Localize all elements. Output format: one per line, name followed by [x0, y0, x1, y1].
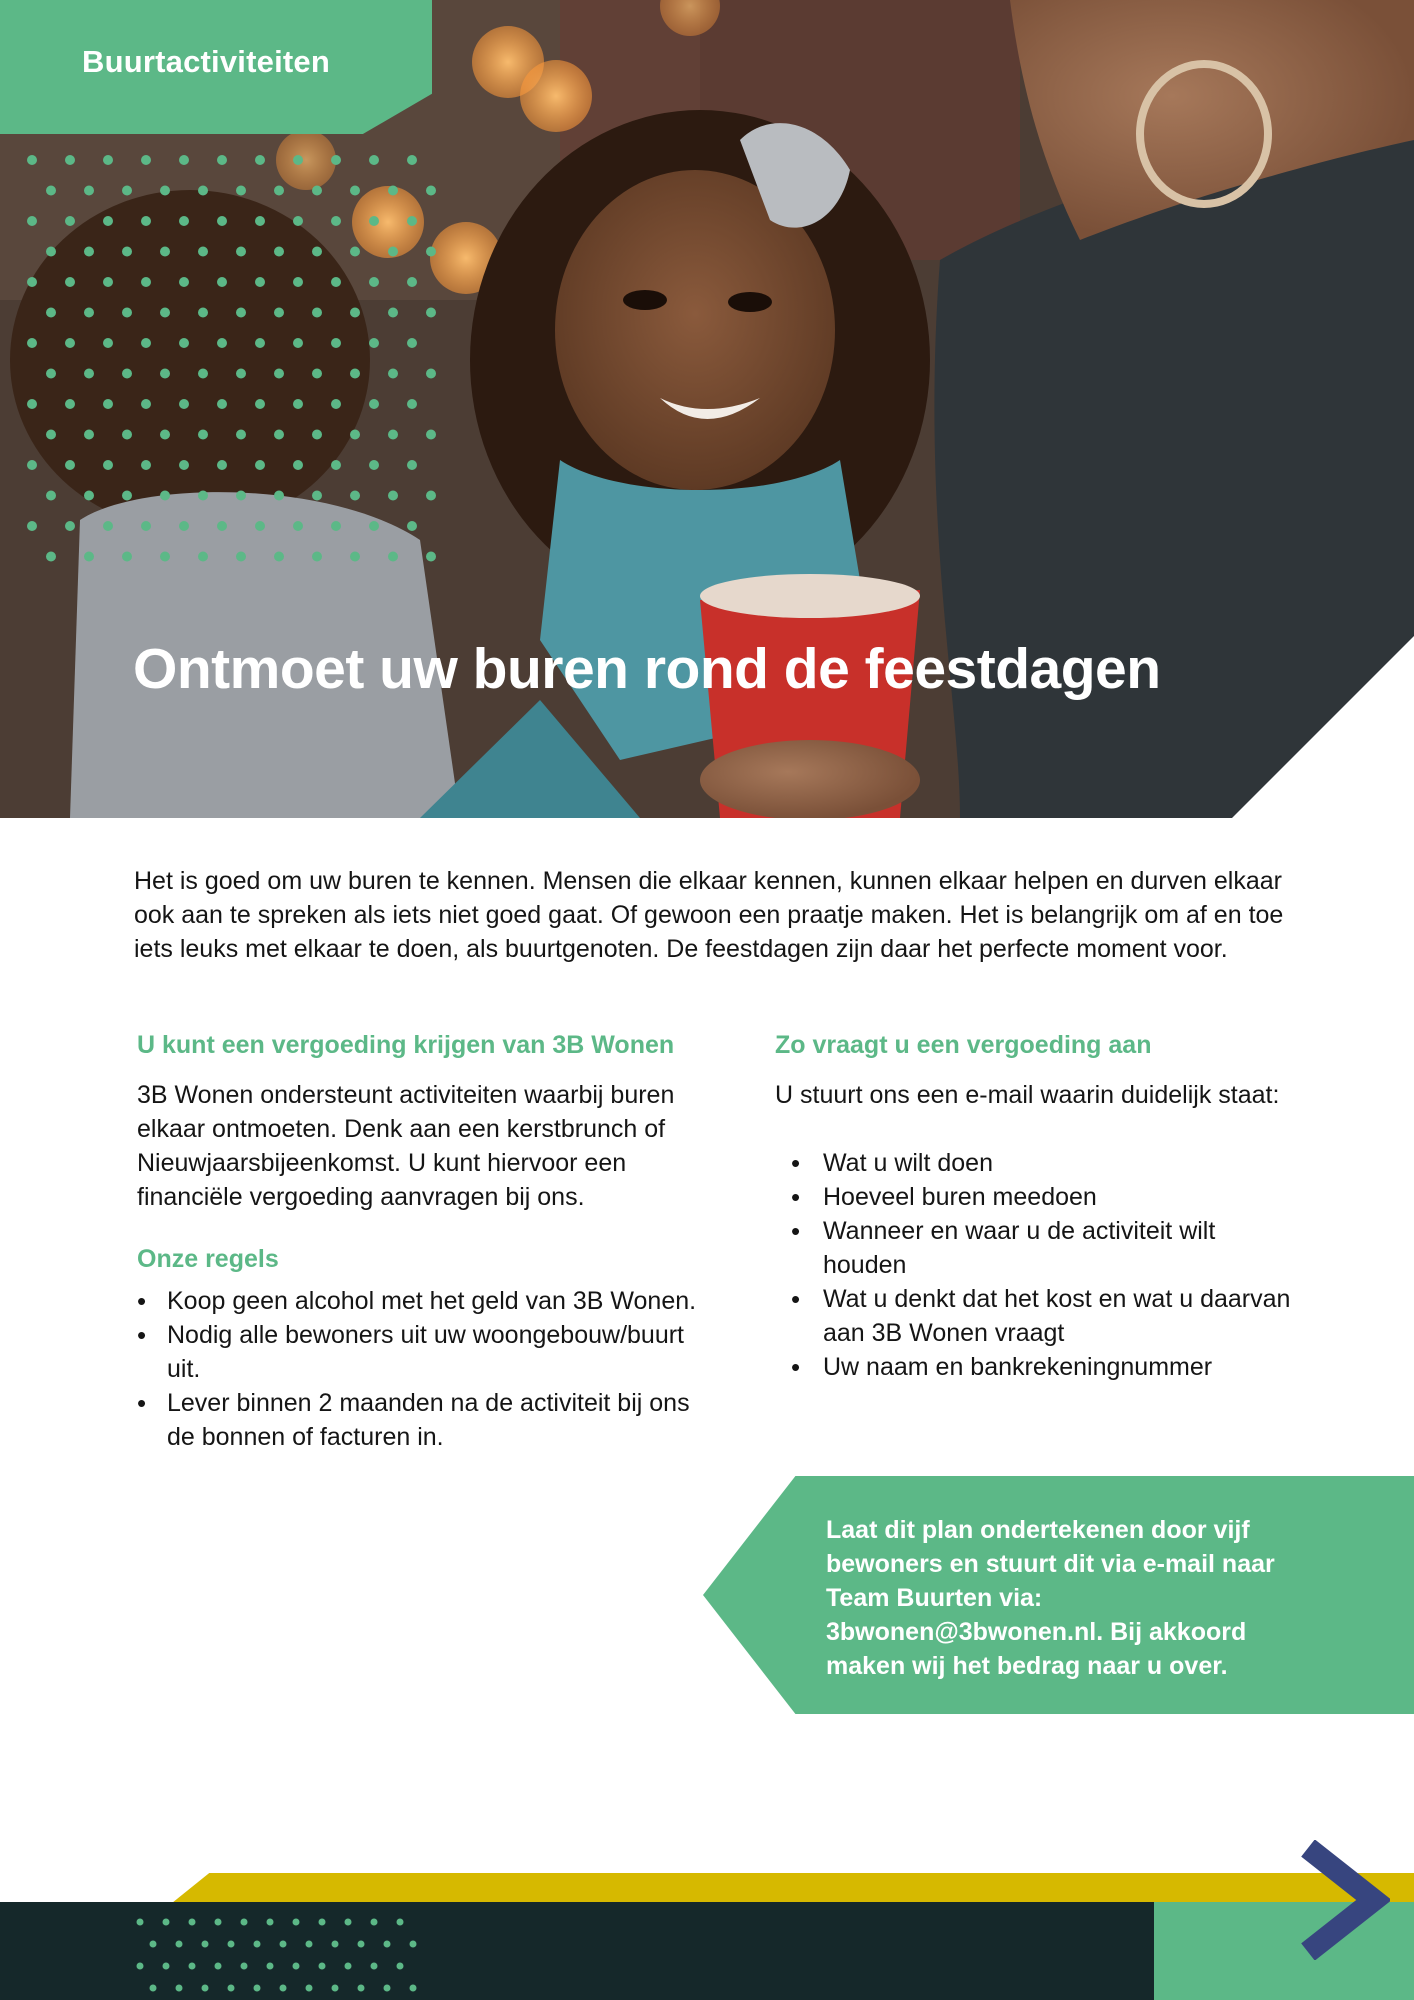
footer-yellow-stripe — [172, 1873, 1414, 1903]
decorative-dot — [407, 521, 417, 531]
decorative-dot — [350, 186, 360, 196]
decorative-dot — [331, 277, 341, 287]
decorative-dot — [84, 186, 94, 196]
decorative-dot — [122, 369, 132, 379]
decorative-dot — [350, 308, 360, 318]
decorative-dot — [274, 186, 284, 196]
decorative-dot — [358, 1985, 365, 1992]
decorative-dot — [426, 308, 436, 318]
decorative-dot — [267, 1919, 274, 1926]
decorative-dot — [350, 552, 360, 562]
decorative-dot — [241, 1919, 248, 1926]
decorative-dot — [217, 155, 227, 165]
decorative-dot — [274, 430, 284, 440]
decorative-dot — [293, 399, 303, 409]
decorative-dot — [160, 369, 170, 379]
decorative-dot — [189, 1963, 196, 1970]
decorative-dot — [407, 216, 417, 226]
decorative-dot — [160, 552, 170, 562]
decorative-dot — [179, 399, 189, 409]
decorative-dot — [46, 186, 56, 196]
decorative-dot — [160, 491, 170, 501]
decorative-dot — [312, 369, 322, 379]
decorative-dot — [65, 277, 75, 287]
list-item: • Wanneer en waar u de activiteit wilt houden — [775, 1214, 1295, 1282]
decorative-dot — [198, 430, 208, 440]
list-item: • Lever binnen 2 maanden na de activiteit bij ons de bonnen of facturen in. — [137, 1386, 707, 1454]
decorative-dot — [202, 1941, 209, 1948]
decorative-dot — [255, 338, 265, 348]
list-item: • Wat u denkt dat het kost en wat u daarvan aan 3B Wonen vraagt — [775, 1282, 1295, 1350]
decorative-dot — [103, 277, 113, 287]
right-column — [775, 1028, 1295, 1384]
decorative-dot — [27, 338, 37, 348]
decorative-dot — [426, 247, 436, 257]
decorative-dot — [312, 247, 322, 257]
decorative-dot — [65, 460, 75, 470]
decorative-dot — [65, 338, 75, 348]
decorative-dot — [293, 277, 303, 287]
decorative-dot — [384, 1985, 391, 1992]
decorative-dot — [189, 1919, 196, 1926]
decorative-dot — [46, 308, 56, 318]
decorative-dot — [293, 338, 303, 348]
decorative-dot — [267, 1963, 274, 1970]
decorative-dot — [27, 521, 37, 531]
decorative-dot — [122, 308, 132, 318]
decorative-dot — [280, 1941, 287, 1948]
decorative-dot — [331, 216, 341, 226]
decorative-dot — [198, 308, 208, 318]
decorative-dot — [179, 338, 189, 348]
decorative-dot — [141, 216, 151, 226]
decorative-dot — [198, 491, 208, 501]
decorative-dot — [122, 186, 132, 196]
decorative-dot — [255, 216, 265, 226]
decorative-dot — [280, 1985, 287, 1992]
page-title: Ontmoet uw buren rond de feestdagen — [133, 637, 1161, 701]
decorative-dot — [198, 369, 208, 379]
decorative-dot — [350, 491, 360, 501]
decorative-dot — [369, 399, 379, 409]
decorative-dot — [332, 1941, 339, 1948]
decorative-dot — [319, 1919, 326, 1926]
decorative-dot — [407, 460, 417, 470]
callout-text: Laat dit plan ondertekenen door vijf bewoners en stuurt dit via e-mail naar Team Buurten via: 3bwonen@3bwonen.nl. Bij akkoord maken wij het bedrag naar u over. — [826, 1516, 1275, 1680]
decorative-dot — [217, 460, 227, 470]
decorative-dot — [84, 247, 94, 257]
decorative-dot — [160, 430, 170, 440]
decorative-dot — [228, 1941, 235, 1948]
decorative-dot — [27, 460, 37, 470]
decorative-dot — [331, 155, 341, 165]
decorative-dot — [407, 155, 417, 165]
decorative-dot — [388, 369, 398, 379]
decorative-dot — [217, 277, 227, 287]
decorative-dot — [160, 247, 170, 257]
decorative-dot — [410, 1941, 417, 1948]
decorative-dot — [217, 521, 227, 531]
decorative-dot — [397, 1963, 404, 1970]
rules-list — [137, 1284, 707, 1454]
decorative-dot — [150, 1941, 157, 1948]
decorative-dot — [137, 1919, 144, 1926]
decorative-dot — [122, 491, 132, 501]
decorative-dot — [141, 155, 151, 165]
decorative-dot — [345, 1919, 352, 1926]
decorative-dot — [236, 369, 246, 379]
decorative-dot — [331, 338, 341, 348]
decorative-dot — [46, 491, 56, 501]
decorative-dot — [388, 308, 398, 318]
decorative-dot — [358, 1941, 365, 1948]
decorative-dot — [274, 369, 284, 379]
decorative-dot — [255, 521, 265, 531]
list-item: • Uw naam en bankrekeningnummer — [775, 1350, 1295, 1384]
decorative-dot — [255, 277, 265, 287]
decorative-dot — [65, 155, 75, 165]
decorative-dot — [122, 430, 132, 440]
decorative-dot — [103, 155, 113, 165]
decorative-dot — [236, 491, 246, 501]
decorative-dot — [410, 1985, 417, 1992]
decorative-dot — [312, 552, 322, 562]
decorative-dot — [163, 1963, 170, 1970]
decorative-dot — [369, 460, 379, 470]
decorative-dot — [331, 460, 341, 470]
decorative-dot — [236, 186, 246, 196]
decorative-dot — [350, 369, 360, 379]
decorative-dot — [369, 338, 379, 348]
decorative-dot — [236, 552, 246, 562]
decorative-dot — [274, 247, 284, 257]
rules-heading: Onze regels — [137, 1245, 279, 1273]
decorative-dot — [331, 399, 341, 409]
list-item: • Koop geen alcohol met het geld van 3B Wonen. — [137, 1284, 707, 1318]
decorative-dot — [350, 247, 360, 257]
decorative-dot — [215, 1919, 222, 1926]
decorative-dot — [103, 338, 113, 348]
decorative-dot — [150, 1985, 157, 1992]
how-to-apply-heading: Zo vraagt u een vergoeding aan — [775, 1031, 1152, 1059]
decorative-dot — [141, 460, 151, 470]
decorative-dot — [236, 308, 246, 318]
category-tag-label: Buurtactiviteiten — [82, 44, 330, 79]
decorative-dot — [241, 1963, 248, 1970]
decorative-dot — [160, 308, 170, 318]
decorative-dot — [27, 277, 37, 287]
decorative-dot — [312, 491, 322, 501]
decorative-dot — [160, 186, 170, 196]
decorative-dot — [137, 1963, 144, 1970]
decorative-dot — [46, 552, 56, 562]
decorative-dot — [84, 552, 94, 562]
decorative-dot — [388, 552, 398, 562]
decorative-dot — [312, 186, 322, 196]
dot-pattern-decoration — [128, 1910, 418, 2000]
decorative-dot — [84, 308, 94, 318]
intro-paragraph: Het is goed om uw buren te kennen. Mensen die elkaar kennen, kunnen elkaar helpen en durven elkaar ook aan te spreken als iets niet goed gaat. Of gewoon een praatje maken. Het is belangrijk om af en toe iets leuks met elkaar te doen, als buurtgenoten. De feestdagen zijn daar het perfecte moment voor. — [134, 867, 1284, 963]
decorative-dot — [198, 552, 208, 562]
decorative-dot — [202, 1985, 209, 1992]
decorative-dot — [215, 1963, 222, 1970]
decorative-dot — [426, 369, 436, 379]
decorative-dot — [384, 1941, 391, 1948]
decorative-dot — [27, 216, 37, 226]
decorative-dot — [179, 277, 189, 287]
decorative-dot — [236, 247, 246, 257]
reimbursement-heading: U kunt een vergoeding krijgen van 3B Wonen — [137, 1031, 675, 1059]
reimbursement-paragraph: 3B Wonen ondersteunt activiteiten waarbij buren elkaar ontmoeten. Denk aan een kerstbrunch of Nieuwjaarsbijeenkomst. U kunt hiervoor een financiële vergoeding aanvragen bij ons. — [137, 1081, 675, 1211]
decorative-dot — [426, 186, 436, 196]
decorative-dot — [350, 430, 360, 440]
decorative-dot — [179, 155, 189, 165]
decorative-dot — [84, 430, 94, 440]
decorative-dot — [141, 399, 151, 409]
chevron-right-icon — [1296, 1840, 1390, 1960]
decorative-dot — [388, 247, 398, 257]
decorative-dot — [176, 1941, 183, 1948]
decorative-dot — [407, 338, 417, 348]
decorative-dot — [46, 430, 56, 440]
decorative-dot — [371, 1963, 378, 1970]
decorative-dot — [397, 1919, 404, 1926]
left-column — [137, 1028, 707, 1454]
decorative-dot — [27, 399, 37, 409]
decorative-dot — [331, 521, 341, 531]
decorative-dot — [84, 369, 94, 379]
decorative-dot — [122, 247, 132, 257]
decorative-dot — [293, 1963, 300, 1970]
decorative-dot — [388, 491, 398, 501]
decorative-dot — [254, 1941, 261, 1948]
decorative-dot — [407, 277, 417, 287]
decorative-dot — [388, 430, 398, 440]
application-requirements-list — [775, 1146, 1295, 1384]
decorative-dot — [198, 247, 208, 257]
decorative-dot — [369, 521, 379, 531]
decorative-dot — [176, 1985, 183, 1992]
decorative-dot — [84, 491, 94, 501]
decorative-dot — [103, 399, 113, 409]
decorative-dot — [312, 308, 322, 318]
decorative-dot — [345, 1963, 352, 1970]
decorative-dot — [293, 216, 303, 226]
decorative-dot — [103, 521, 113, 531]
decorative-dot — [255, 399, 265, 409]
list-item: • Wat u wilt doen — [775, 1146, 1295, 1180]
how-to-apply-paragraph: U stuurt ons een e-mail waarin duidelijk staat: — [775, 1081, 1280, 1109]
decorative-dot — [293, 1919, 300, 1926]
decorative-dot — [388, 186, 398, 196]
decorative-dot — [179, 460, 189, 470]
decorative-dot — [179, 521, 189, 531]
decorative-dot — [254, 1985, 261, 1992]
dot-pattern-decoration — [20, 148, 450, 568]
decorative-dot — [141, 521, 151, 531]
decorative-dot — [371, 1919, 378, 1926]
decorative-dot — [217, 338, 227, 348]
decorative-dot — [369, 155, 379, 165]
decorative-dot — [198, 186, 208, 196]
decorative-dot — [103, 460, 113, 470]
decorative-dot — [255, 460, 265, 470]
list-item: • Hoeveel buren meedoen — [775, 1180, 1295, 1214]
decorative-dot — [103, 216, 113, 226]
decorative-dot — [312, 430, 322, 440]
decorative-dot — [306, 1985, 313, 1992]
decorative-dot — [217, 399, 227, 409]
decorative-dot — [426, 552, 436, 562]
decorative-dot — [407, 399, 417, 409]
decorative-dot — [141, 338, 151, 348]
decorative-dot — [65, 216, 75, 226]
decorative-dot — [179, 216, 189, 226]
decorative-dot — [27, 155, 37, 165]
decorative-dot — [141, 277, 151, 287]
decorative-dot — [319, 1963, 326, 1970]
decorative-dot — [228, 1985, 235, 1992]
decorative-dot — [46, 247, 56, 257]
decorative-dot — [426, 491, 436, 501]
decorative-dot — [332, 1985, 339, 1992]
decorative-dot — [46, 369, 56, 379]
decorative-dot — [122, 552, 132, 562]
decorative-dot — [217, 216, 227, 226]
decorative-dot — [255, 155, 265, 165]
decorative-dot — [274, 308, 284, 318]
decorative-dot — [306, 1941, 313, 1948]
decorative-dot — [426, 430, 436, 440]
decorative-dot — [369, 277, 379, 287]
decorative-dot — [236, 430, 246, 440]
decorative-dot — [274, 552, 284, 562]
list-item: • Nodig alle bewoners uit uw woongebouw/buurt uit. — [137, 1318, 707, 1386]
hero-section — [0, 0, 1414, 818]
decorative-dot — [369, 216, 379, 226]
decorative-dot — [65, 521, 75, 531]
decorative-dot — [163, 1919, 170, 1926]
decorative-dot — [293, 155, 303, 165]
decorative-dot — [293, 460, 303, 470]
decorative-dot — [274, 491, 284, 501]
decorative-dot — [293, 521, 303, 531]
decorative-dot — [65, 399, 75, 409]
